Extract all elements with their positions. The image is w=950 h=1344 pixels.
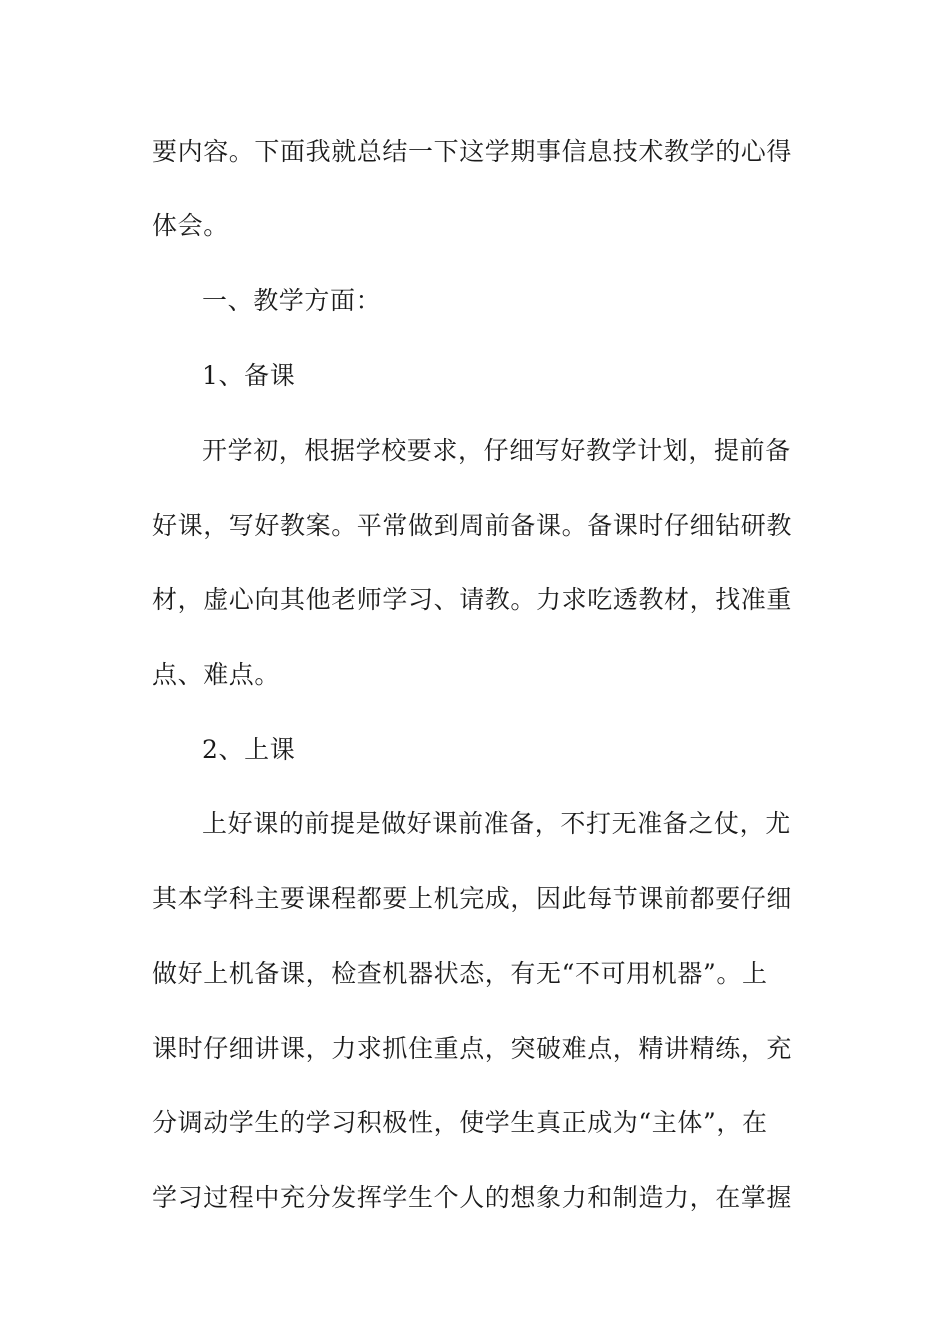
paragraph-line: 体会。 [152, 211, 229, 240]
section-heading: 一、教学方面： [202, 286, 382, 315]
paragraph-line: 其本学科主要课程都要上机完成，因此每节课前都要仔细 [152, 884, 793, 913]
paragraph-line: 分调动学生的学习积极性，使学生真正成为“主体”，在 [152, 1108, 768, 1137]
paragraph-line: 点、难点。 [152, 660, 281, 689]
paragraph-line: 材，虚心向其他老师学习、请教。力求吃透教材，找准重 [152, 585, 793, 614]
paragraph-line: 学习过程中充分发挥学生个人的想象力和制造力，在掌握 [152, 1183, 793, 1212]
paragraph-line: 做好上机备课，检查机器状态，有无“不可用机器”。上 [152, 959, 768, 988]
subsection-heading: 1、备课 [202, 361, 296, 390]
paragraph-line: 好课，写好教案。平常做到周前备课。备课时仔细钻研教 [152, 511, 793, 540]
paragraph-line: 要内容。下面我就总结一下这学期事信息技术教学的心得 [152, 137, 793, 166]
paragraph-line: 课时仔细讲课，力求抓住重点，突破难点，精讲精练，充 [152, 1034, 793, 1063]
subsection-heading: 2、上课 [202, 735, 296, 764]
paragraph-line: 开学初，根据学校要求，仔细写好教学计划，提前备 [202, 436, 791, 465]
paragraph-line: 上好课的前提是做好课前准备，不打无准备之仗，尤 [202, 809, 791, 838]
